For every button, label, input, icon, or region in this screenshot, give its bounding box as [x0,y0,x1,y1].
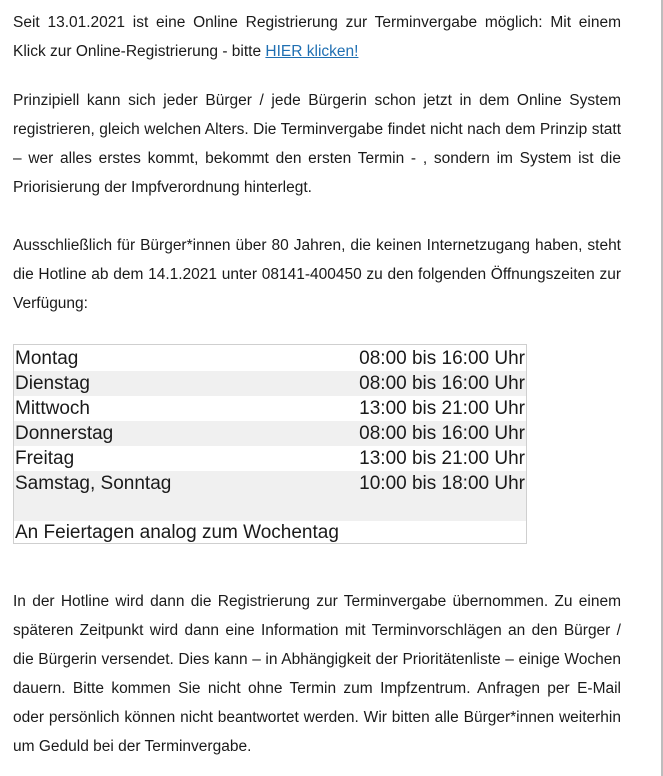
table-row [14,471,526,496]
holiday-note: An Feiertagen analog zum Wochentag [15,522,339,543]
intro-text: Seit 13.01.2021 ist eine Online Registrierung zur Terminvergabe möglich: Mit einem Klick zur Online-Registrierung - bitte [13,14,621,60]
intro-paragraph [13,8,621,66]
day-label: Dienstag [15,373,90,394]
table-row [14,421,526,446]
time-range: 08:00 bis 16:00 Uhr [359,373,525,394]
table-row [14,371,526,396]
hotline-paragraph: Ausschließlich für Bürger*innen über 80 Jahren, die keinen Internetzugang haben, steht die Hotline ab dem 14.1.2021 unter 08141-400450 zu den folgenden Öffnungszeiten zur Verfügung: [13,237,621,312]
table-row [14,446,526,471]
table-row [14,346,526,371]
opening-hours-table [13,344,527,544]
day-label: Mittwoch [15,398,90,419]
table-spacer-row [14,496,526,521]
closing-paragraph: In der Hotline wird dann die Registrierung zur Terminvergabe übernommen. Zu einem späteren Zeitpunkt wird dann eine Information mit Terminvorschlägen an den Bürger / die Bürgerin versendet. Dies kann – in Abhängigkeit der Prioritätenliste – einige Wochen dauern. Bitte kommen Sie nicht ohne Termin zum Impfzentrum. Anfragen per E-Mail oder persönlich können nicht beantwortet werden. Wir bitten alle Bürger*innen weiterhin um Geduld bei der Terminvergabe. [13,593,621,755]
time-range: 13:00 bis 21:00 Uhr [359,448,525,469]
table-row [14,396,526,421]
day-label: Montag [15,348,79,369]
time-range: 10:00 bis 18:00 Uhr [359,473,525,494]
principle-paragraph: Prinzipiell kann sich jeder Bürger / jede Bürgerin schon jetzt in dem Online System registrieren, gleich welchen Alters. Die Terminvergabe findet nicht nach dem Prinzip statt – wer alles erstes kommt, bekommt den ersten Termin - , sondern im System ist die Priorisierung der Impfverordnung hinterlegt. [13,92,621,196]
time-range: 08:00 bis 16:00 Uhr [359,348,525,369]
day-label: Freitag [15,448,75,469]
time-range: 08:00 bis 16:00 Uhr [359,423,525,444]
day-label: Donnerstag [15,423,114,444]
registration-link[interactable]: HIER klicken! [265,43,359,60]
day-label: Samstag, Sonntag [15,473,172,494]
time-range: 13:00 bis 21:00 Uhr [359,398,525,419]
